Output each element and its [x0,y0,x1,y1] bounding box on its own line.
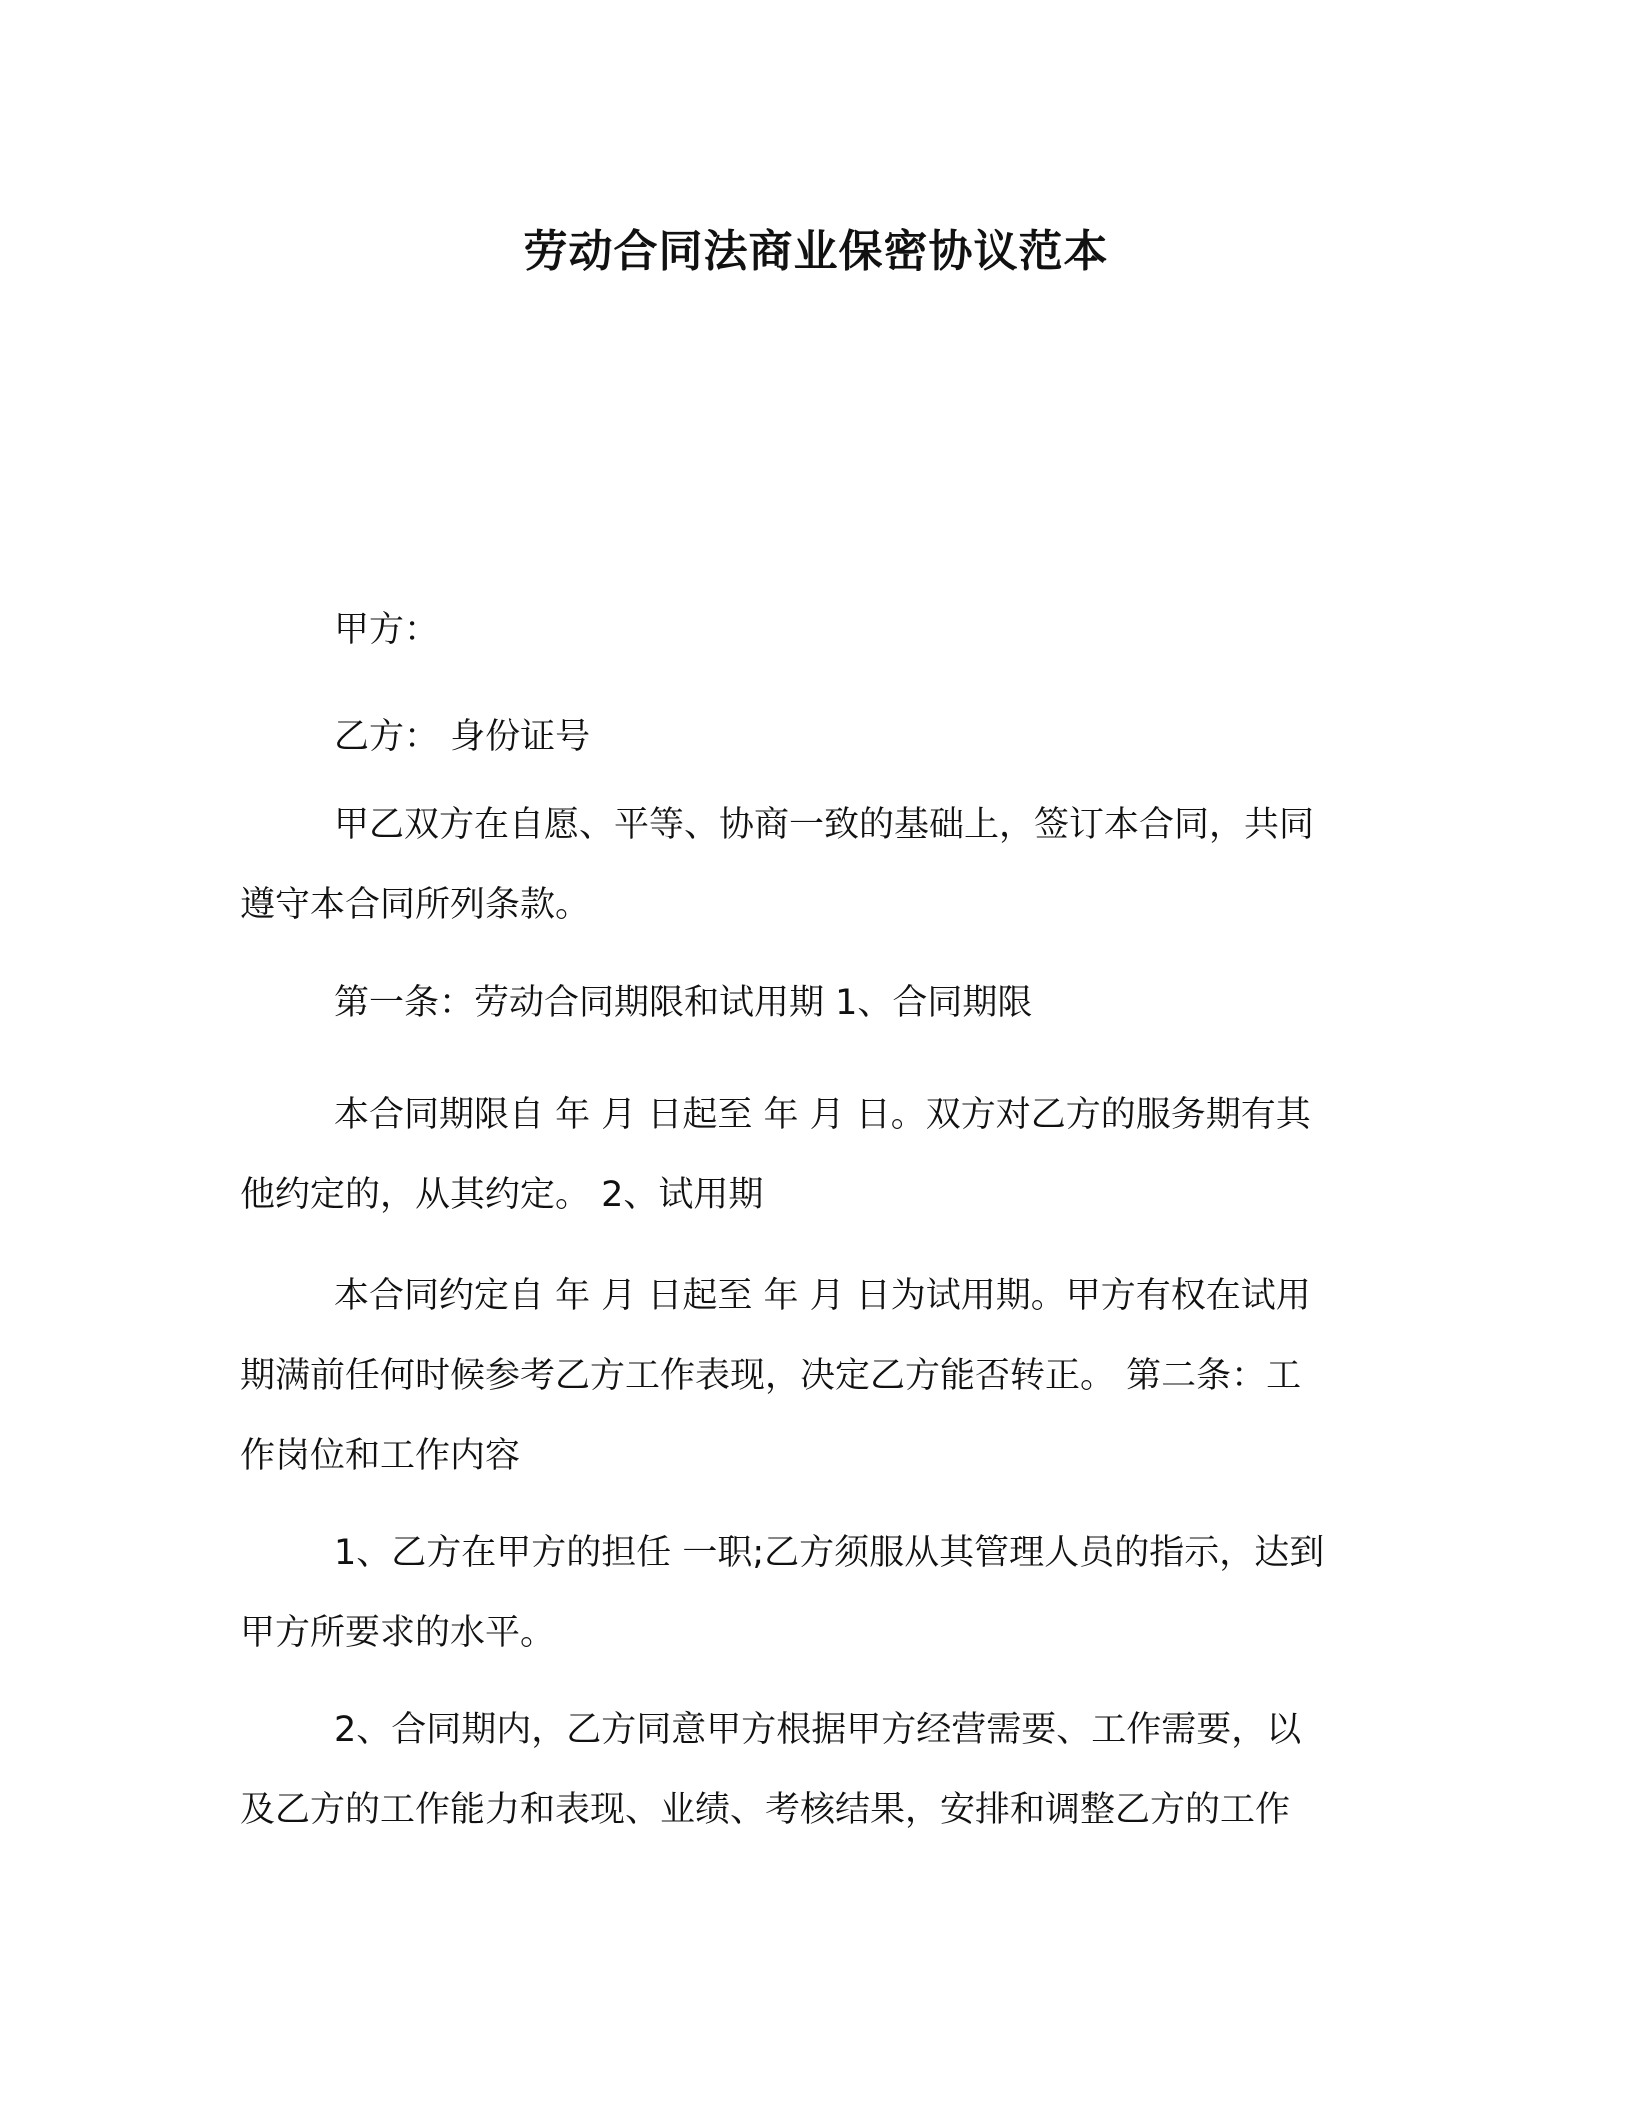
probation-line-3: 作岗位和工作内容 [240,1436,521,1476]
contract-term-paragraph [240,1075,1380,1235]
intro-paragraph [240,785,1380,945]
intro-line-1: 甲乙双方在自愿、平等、协商一致的基础上，签订本合同，共同 [334,805,1315,845]
party-b-label: 乙方： 身份证号 [334,717,591,757]
item-2-paragraph [240,1690,1380,1850]
article-1-heading [240,963,1380,1043]
item-1-line-1: 1、乙方在甲方的担任 一职;乙方须服从其管理人员的指示，达到 [334,1533,1325,1573]
term-line-1: 本合同期限自 年 月 日起至 年 月 日。双方对乙方的服务期有其 [334,1095,1311,1135]
party-a-label: 甲方： [334,610,440,650]
term-line-2: 他约定的，从其约定。 2、试用期 [240,1175,764,1215]
item-1-line-2: 甲方所要求的水平。 [240,1613,556,1653]
item-2-line-2: 及乙方的工作能力和表现、业绩、考核结果，安排和调整乙方的工作 [240,1790,1291,1830]
document-title: 劳动合同法商业保密协议范本 [523,226,1109,277]
probation-line-1: 本合同约定自 年 月 日起至 年 月 日为试用期。甲方有权在试用 [334,1276,1311,1316]
item-1-paragraph [240,1513,1380,1673]
party-b-line [240,697,1380,777]
article-1-text: 第一条：劳动合同期限和试用期 1、合同期限 [334,983,1033,1023]
intro-line-2: 遵守本合同所列条款。 [240,885,591,925]
probation-paragraph [240,1256,1380,1496]
probation-line-2: 期满前任何时候参考乙方工作表现，决定乙方能否转正。 第二条：工 [240,1356,1302,1396]
party-a-line [240,590,1380,670]
item-2-line-1: 2、合同期内，乙方同意甲方根据甲方经营需要、工作需要，以 [334,1710,1302,1750]
